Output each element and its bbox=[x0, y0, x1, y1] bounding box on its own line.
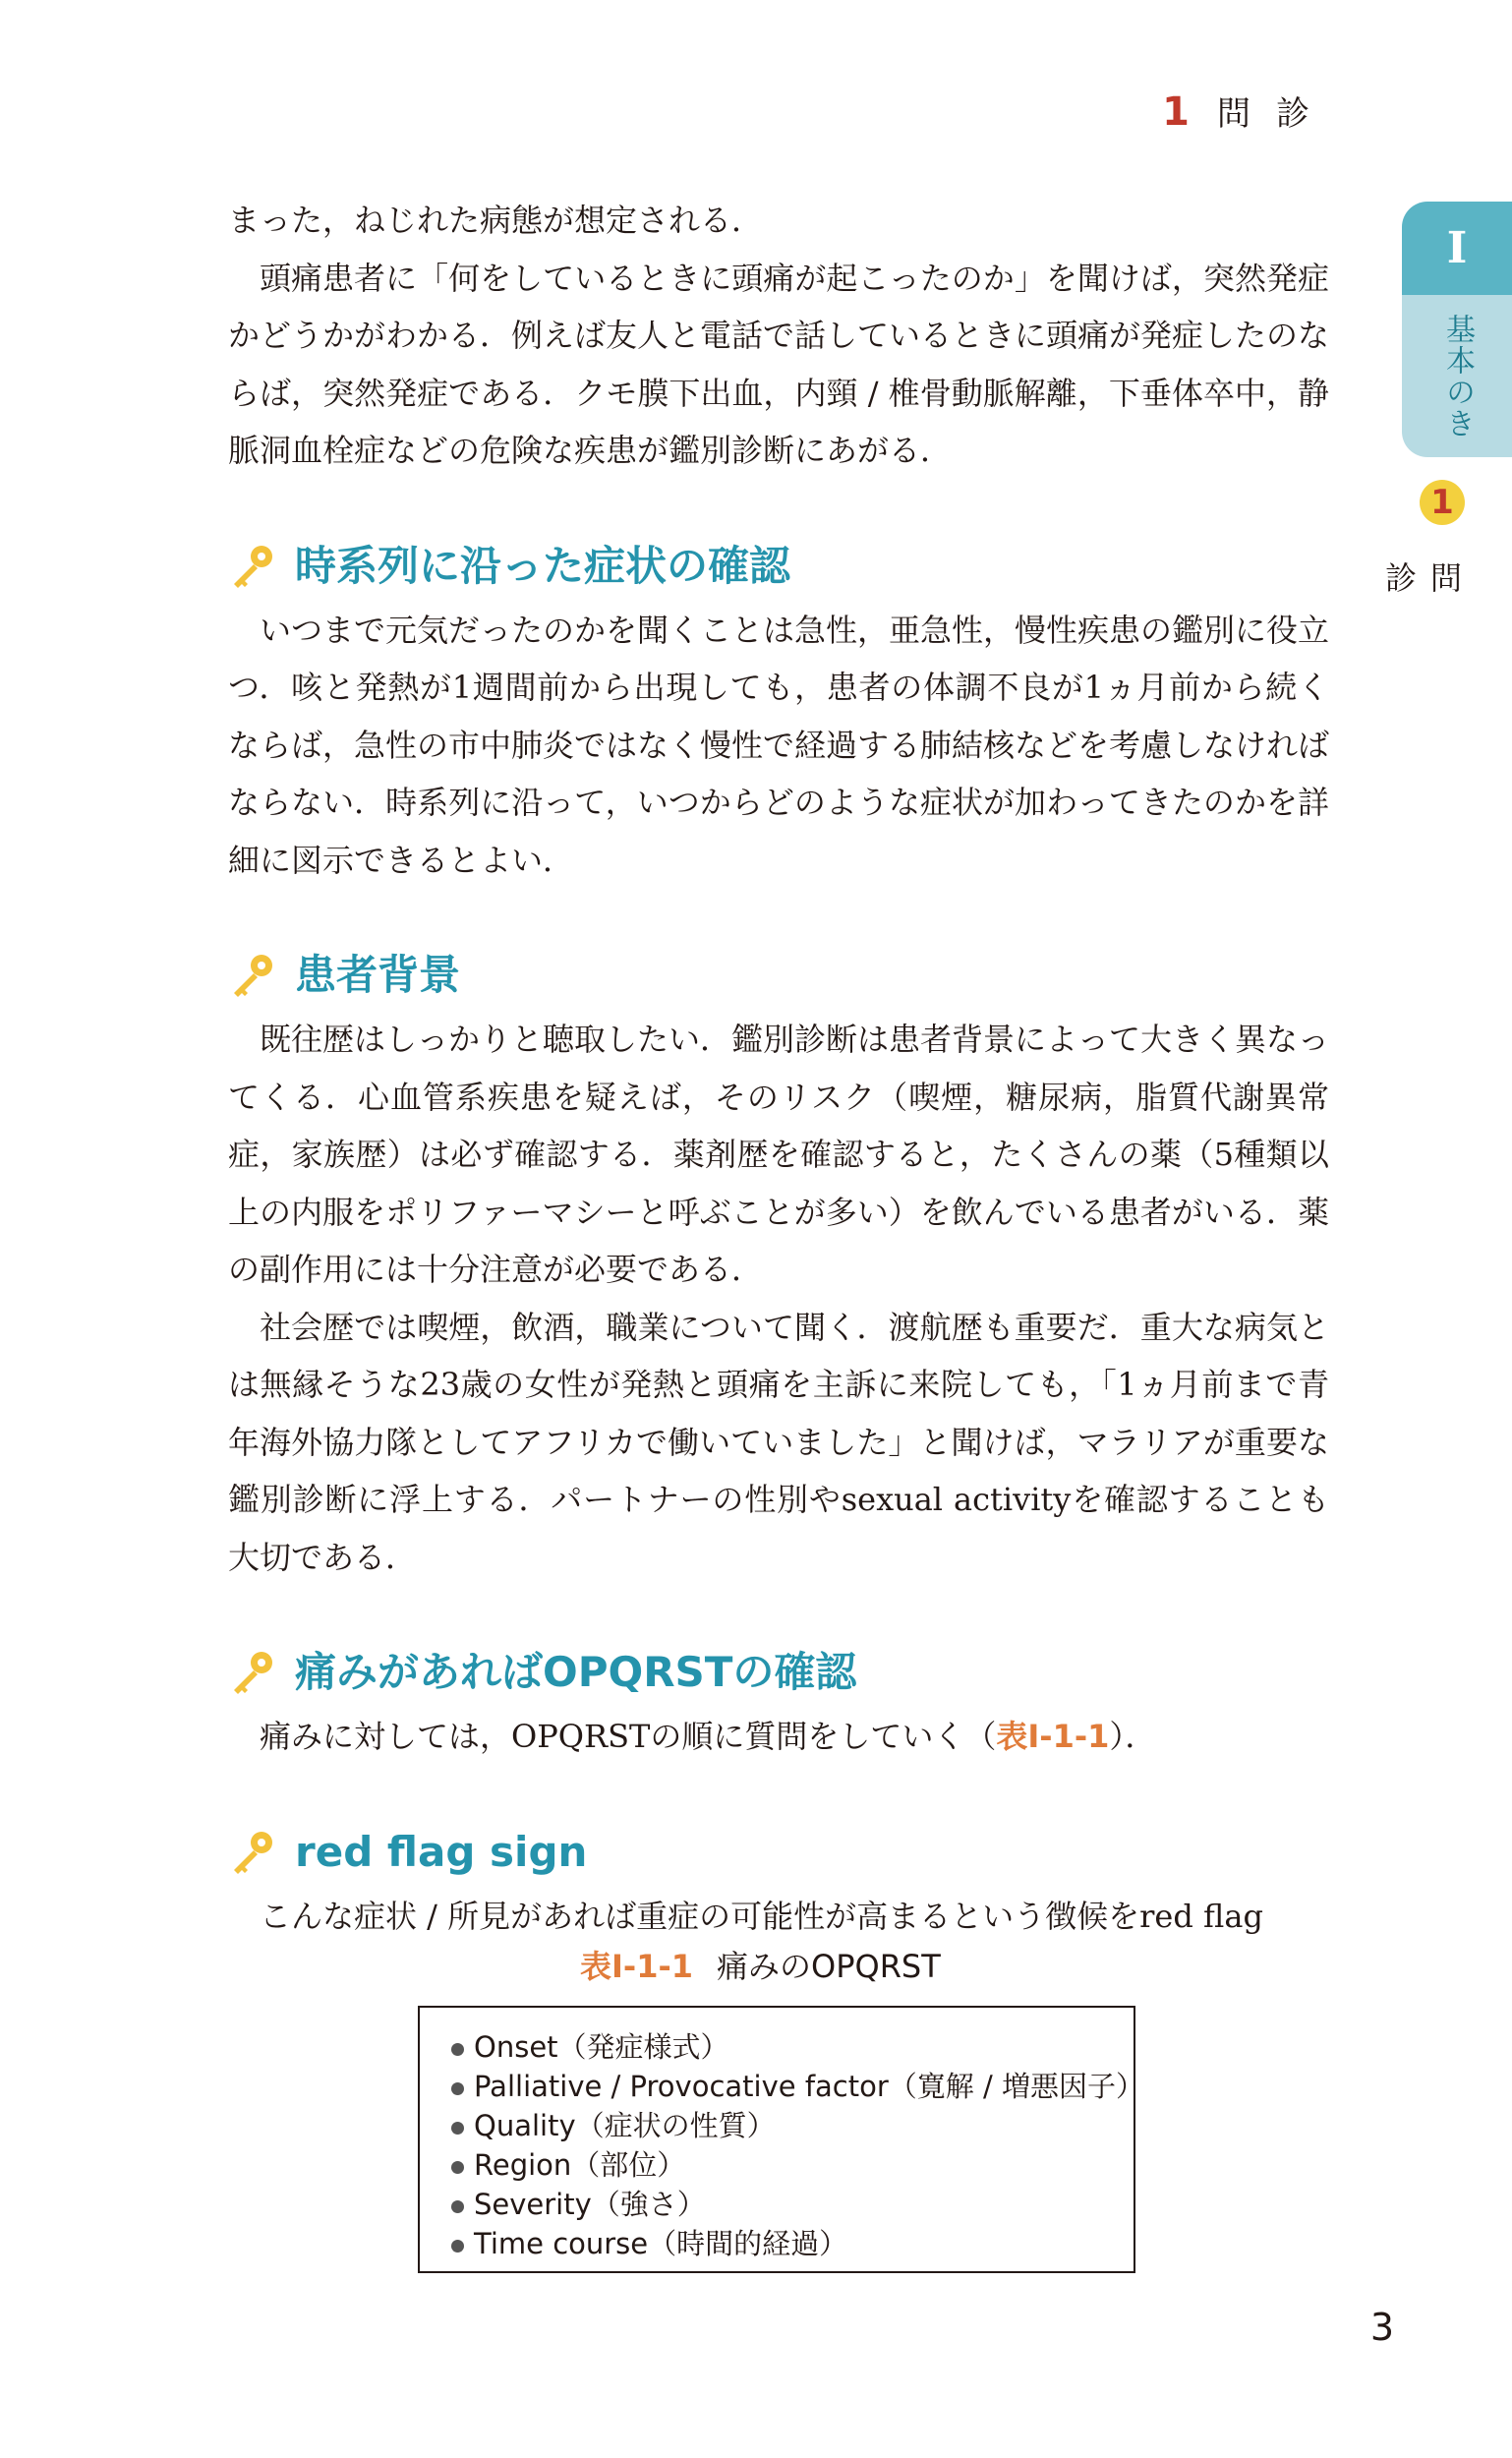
bullet-dot-icon bbox=[451, 2122, 464, 2135]
section-heading bbox=[228, 531, 1329, 602]
table-title: 痛みのOPQRST bbox=[717, 1948, 941, 1985]
opqrst-table bbox=[418, 2006, 1144, 2273]
intro-paragraph: 頭痛患者に「何をしているときに頭痛が起こったのか」を聞けば，突然発症かどうかがわかる．例えば友人と電話で話しているときに頭痛が発症したのならば，突然発症である．クモ膜下出血，内頸 / 椎骨動脈解離，下垂体卒中，静脈洞血栓症などの危険な疾患が鑑別診断にあがる． bbox=[228, 259, 1330, 469]
section-heading bbox=[228, 1817, 1329, 1888]
table-row: Region（部位） bbox=[451, 2145, 1102, 2185]
bullet-dot-icon bbox=[451, 2043, 464, 2056]
table-caption bbox=[580, 1942, 941, 1987]
side-tab-label: 問診 bbox=[1380, 561, 1463, 618]
table-label: 表Ⅰ-1-1 bbox=[580, 1948, 694, 1985]
table-row: Palliative / Provocative factor（寛解 / 増悪因子） bbox=[451, 2067, 1102, 2106]
side-tab-roman: I bbox=[1402, 202, 1512, 295]
intro-paragraph: まった，ねじれた病態が想定される． bbox=[228, 202, 764, 239]
section-paragraph: いつまで元気だったのかを聞くことは急性，亜急性，慢性疾患の鑑別に役立つ．咳と発熱が1週間前から出現しても，患者の体調不良が1ヵ月前から続くならば，急性の市中肺炎ではなく慢性で経過する肺結核などを考慮しなければならない．時系列に沿って，いつからどのような症状が加わってきたのかを詳細に図示できるとよい． bbox=[228, 611, 1330, 879]
section-paragraph: こんな症状 / 所見があれば重症の可能性が高まるという徴候をred flag bbox=[260, 1897, 1263, 1935]
table-row: Onset（発症様式） bbox=[451, 2027, 1102, 2067]
bullet-dot-icon bbox=[451, 2161, 464, 2174]
table-reference-link[interactable]: 表Ⅰ-1-1 bbox=[996, 1718, 1110, 1755]
table-row: Time course（時間的経過） bbox=[451, 2224, 1102, 2263]
key-icon bbox=[228, 1649, 275, 1696]
running-header bbox=[1162, 87, 1335, 135]
heading-text: 痛みがあればOPQRSTの確認 bbox=[295, 1648, 857, 1696]
section-paragraph: 社会歴では喫煙，飲酒，職業について聞く．渡航歴も重要だ．重大な病気とは無縁そうな23歳の女性が発熱と頭痛を主訴に来院しても，「1ヵ月前まで青年海外協力隊としてアフリカで働いていました」と聞けば，マラリアが重要な鑑別診断に浮上する．パートナーの性別やsexual activityを確認することも大切である． bbox=[228, 1308, 1329, 1576]
key-icon bbox=[228, 1829, 275, 1876]
bullet-dot-icon bbox=[451, 2240, 464, 2253]
bullet-dot-icon bbox=[451, 2082, 464, 2095]
bullet-dot-icon bbox=[451, 2200, 464, 2213]
heading-text: 時系列に沿った症状の確認 bbox=[295, 541, 791, 590]
table-row: Severity（強さ） bbox=[451, 2185, 1102, 2224]
section-heading bbox=[228, 940, 1329, 1011]
main-text bbox=[228, 192, 1329, 1945]
section-paragraph: 痛みに対しては，OPQRSTの順に質問をしていく（表Ⅰ-1-1）． bbox=[260, 1718, 1157, 1755]
section-heading bbox=[228, 1637, 1329, 1708]
key-icon bbox=[228, 952, 275, 999]
chapter-title: 問診 bbox=[1217, 94, 1335, 134]
table-row: Quality（症状の性質） bbox=[451, 2106, 1102, 2145]
chapter-number: 1 bbox=[1162, 89, 1190, 135]
key-icon bbox=[228, 543, 275, 590]
heading-text: 患者背景 bbox=[295, 951, 461, 999]
section-paragraph: 既往歴はしっかりと聴取したい．鑑別診断は患者背景によって大きく異なってくる．心血管系疾患を疑えば，そのリスク（喫煙，糖尿病，脂質代謝異常症，家族歴）は必ず確認する．薬剤歴を確認すると，たくさんの薬（5種類以上の内服をポリファーマシーと呼ぶことが多い）を飲んでいる患者がいる．薬の副作用には十分注意が必要である． bbox=[228, 1021, 1330, 1288]
side-tab-section: 基本のき bbox=[1402, 295, 1512, 457]
side-tab-number: 1 bbox=[1420, 480, 1465, 525]
page-number: 3 bbox=[1369, 2306, 1394, 2349]
heading-text: red flag sign bbox=[295, 1827, 588, 1876]
